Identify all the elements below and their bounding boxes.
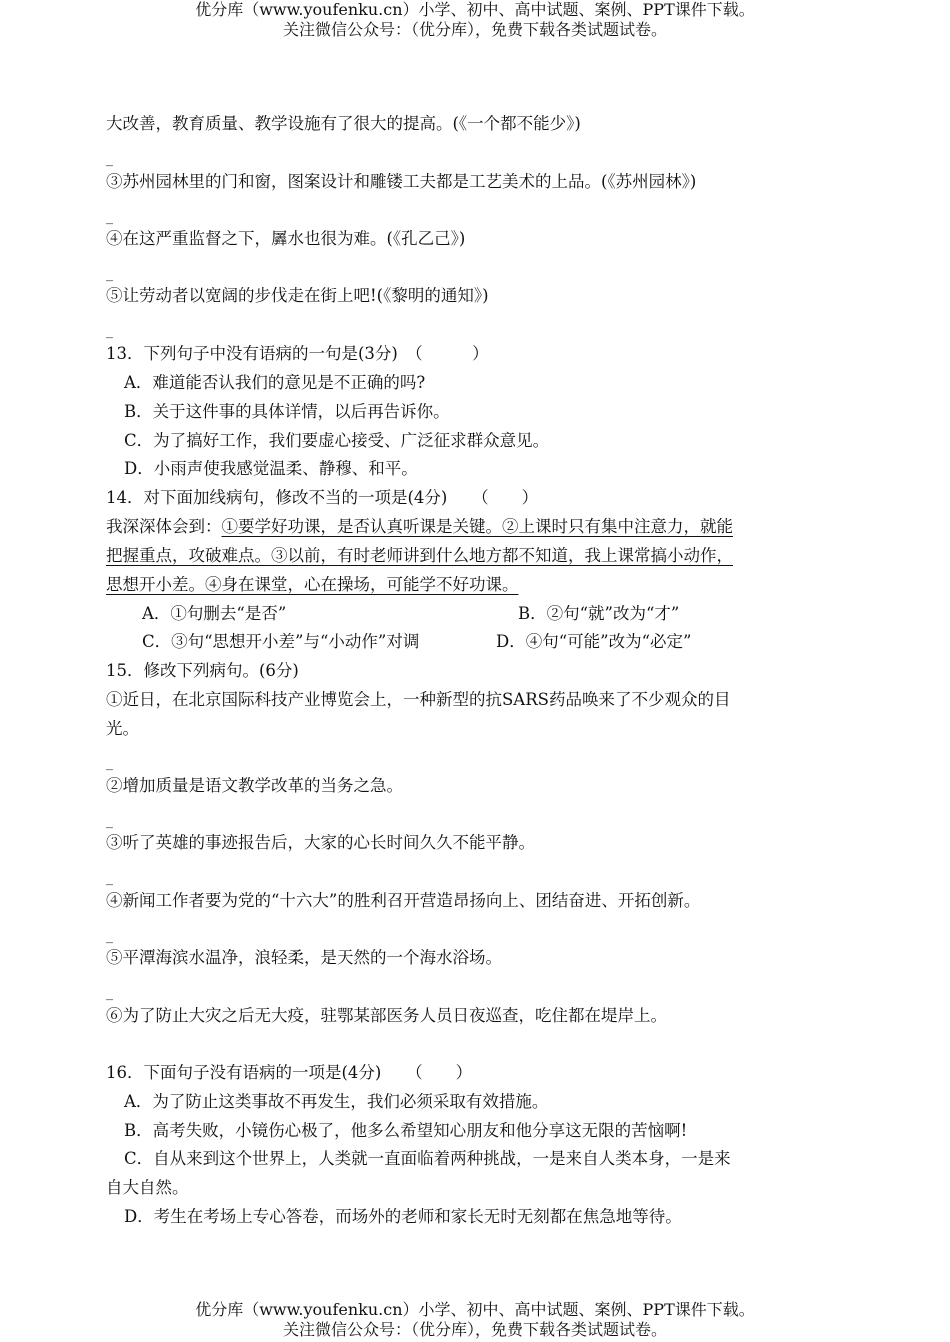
q15-sentence-4: ④新闻工作者要为党的“十六大”的胜利召开营造昂扬向上、团结奋进、开拓创新。 [106,891,701,910]
q16-option-c: C．自从来到这个世界上，人类就一直面临着两种挑战，一是来自人类本身，一是来 [124,1149,731,1168]
q12-sentence-3: ③苏州园林里的门和窗，图案设计和雕镂工夫都是工艺美术的上品。(《苏州园林》) [106,172,697,191]
q15-stem: 15．修改下列病句。(6分) [106,661,299,680]
q16-option-d: D．考生在考场上专心答卷，而场外的老师和家长无时无刻都在焦急地等待。 [124,1207,682,1226]
q13-option-b: B．关于这件事的具体详情，以后再告诉你。 [124,402,450,421]
q15-sentence-2: ②增加质量是语文教学改革的当务之急。 [106,776,403,795]
answer-blank: _ [106,985,113,1001]
answer-blank: _ [106,323,113,339]
q16-option-c-cont: 自大自然。 [106,1178,189,1197]
q14-option-a: A．①句删去“是否” [142,604,287,623]
header-line-1: 优分库（www.youfenku.cn）小学、初中、高中试题、案例、PPT课件下载。 [195,0,755,19]
answer-blank: _ [106,209,113,225]
q13-option-c: C．为了搞好工作，我们要虚心接受、广泛征求群众意见。 [124,431,550,450]
q13-option-a: A．难道能否认我们的意见是不正确的吗? [124,373,426,392]
q14-option-c: C．③句“思想开小差”与“小动作”对调 [142,632,420,651]
q12-sentence-4: ④在这严重监督之下，羼水也很为难。(《孔乙己》) [106,229,466,248]
q14-option-d: D．④句“可能”改为“必定” [496,632,692,651]
q16-option-b: B．高考失败，小镜伤心极了，他多么希望知心朋友和他分享这无限的苦恼啊! [124,1121,688,1140]
q14-underlined-text: ①要学好功课，是否认真听课是关键。②上课时只有集中注意力，就能 [221,517,733,536]
footer-line-2: 关注微信公众号：（优分库），免费下载各类试题试卷。 [282,1320,667,1339]
q14-passage-line-1 [106,515,733,539]
answer-blank: _ [106,755,113,771]
q15-sentence-6: ⑥为了防止大灾之后无大疫，驻鄂某部医务人员日夜巡查，吃住都在堤岸上。 [106,1006,667,1025]
q12-line-continuation: 大改善，教育质量、教学设施有了很大的提高。(《一个都不能少》) [106,114,581,133]
q14-passage-lead: 我深深体会到： [106,517,222,536]
q14-option-b: B．②句“就”改为“才” [518,604,680,623]
q16-option-a: A．为了防止这类事故不再发生，我们必须采取有效措施。 [124,1092,549,1111]
answer-blank: _ [106,928,113,944]
q14-stem: 14．对下面加线病句，修改不当的一项是(4分) （ ） [106,488,539,507]
q15-sentence-1-cont: 光。 [106,719,139,738]
q13-stem: 13．下列句子中没有语病的一句是(3分) （ ） [106,344,489,363]
q15-sentence-3: ③听了英雄的事迹报告后，大家的心长时间久久不能平静。 [106,833,535,852]
q15-sentence-5: ⑤平潭海滨水温净，浪轻柔，是天然的一个海水浴场。 [106,948,502,967]
answer-blank: _ [106,813,113,829]
q14-passage-line-2: 把握重点，攻破难点。③以前，有时老师讲到什么地方都不知道，我上课常搞小动作， [106,546,733,565]
answer-blank: _ [106,151,113,167]
footer-line-1: 优分库（www.youfenku.cn）小学、初中、高中试题、案例、PPT课件下载。 [195,1300,755,1319]
header-line-2: 关注微信公众号：（优分库），免费下载各类试题试卷。 [282,20,667,39]
page-header [0,0,950,40]
q13-option-d: D．小雨声使我感觉温柔、静穆、和平。 [124,459,418,478]
q14-passage-line-3: 思想开小差。④身在课堂，心在操场，可能学不好功课。 [106,575,519,594]
q15-sentence-1: ①近日，在北京国际科技产业博览会上，一种新型的抗SARS药品唤来了不少观众的目 [106,690,731,709]
q16-stem: 16．下面句子没有语病的一项是(4分) （ ） [106,1063,473,1082]
answer-blank: _ [106,266,113,282]
answer-blank: _ [106,870,113,886]
q12-sentence-5: ⑤让劳动者以宽阔的步伐走在街上吧!(《黎明的通知》) [106,286,489,305]
page-footer [0,1300,950,1340]
